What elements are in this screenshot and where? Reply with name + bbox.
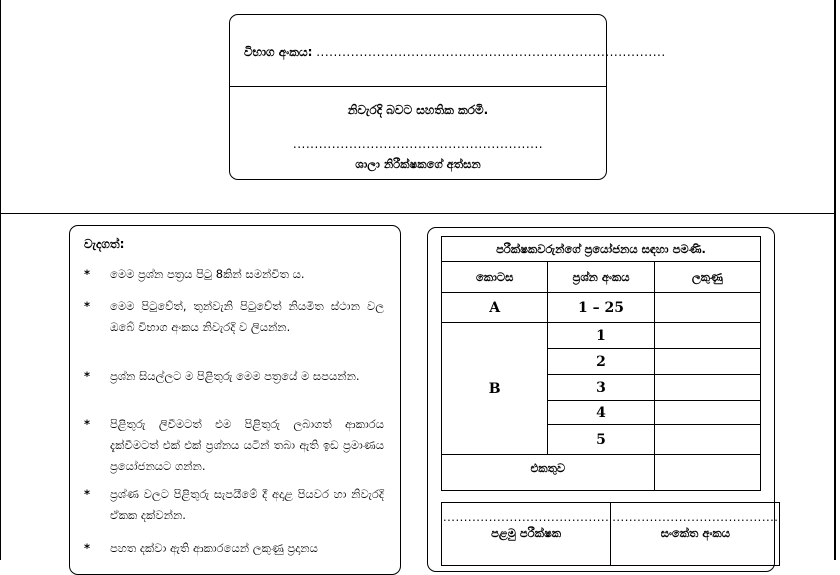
bullet-icon: * <box>84 299 91 313</box>
header-marks: ලකුණු <box>654 262 760 293</box>
bullet-icon: * <box>84 417 91 431</box>
instruction-text: පිළිතුරු ලිවීමටත් එම පිළිතුරු ලබාගත් ආකාරය දැක්වීමටත් එක් එක් ප්‍රශ්නය යටින් තබා ඇති ඉඩ ප්‍රමාණය ප්‍රයෝජනයට ගන්න. <box>110 417 384 473</box>
instruction-item <box>84 484 384 526</box>
instruction-text: මෙම ප්‍රශ්න පත්‍රය පිටු 8කින් සමන්විත ය. <box>110 267 305 281</box>
instruction-item <box>84 538 384 559</box>
instruction-item <box>84 296 384 338</box>
header-part: කොටස <box>442 262 548 293</box>
index-number-field[interactable]: ................................................................................. <box>316 45 666 59</box>
part-b-question: 2 <box>548 349 654 375</box>
bullet-icon: * <box>84 369 91 383</box>
signature-label: ශාලා නිරීක්ෂකගේ අත්සන <box>355 157 481 171</box>
part-b-marks-cell[interactable] <box>654 401 760 425</box>
part-b-marks-cell[interactable] <box>654 375 760 401</box>
index-number-box <box>229 14 666 180</box>
instruction-item <box>84 414 384 477</box>
bullet-icon: * <box>84 541 91 555</box>
instruction-item <box>84 264 384 285</box>
code-number-label: සංකේත අංකය <box>660 526 730 540</box>
marks-table <box>441 236 761 491</box>
instruction-item <box>84 366 384 387</box>
part-b-marks-cell[interactable] <box>654 425 760 455</box>
total-label: එකතුව <box>442 455 655 491</box>
examiner-box <box>427 227 779 572</box>
part-b-question: 3 <box>548 375 654 401</box>
signature-field[interactable]: .......................................................... <box>292 137 544 151</box>
part-b-marks-cell[interactable] <box>654 323 760 349</box>
part-b-label: B <box>442 323 548 455</box>
index-number-label: විභාග අංකය: <box>244 45 313 59</box>
total-marks-cell[interactable] <box>654 455 760 491</box>
part-a-marks-cell[interactable] <box>654 293 760 323</box>
first-examiner-cell <box>442 503 611 566</box>
instruction-text: ප්‍රශ්ණ වලට පිළිතුරු සැපයීමේ දී අදාළ පියවර හා නිවැරදි ඒකක දක්වන්න. <box>110 487 384 522</box>
code-number-field[interactable]: ........................................ <box>612 510 779 524</box>
certify-text: නිවැරදි බවට සහතික කරමි. <box>347 103 489 117</box>
bullet-icon: * <box>84 267 91 281</box>
part-b-question: 5 <box>548 425 654 455</box>
part-a-range: 1 – 25 <box>548 293 654 323</box>
code-number-cell <box>611 503 780 566</box>
instruction-text: මෙම පිටුවේත්, තුන්වැනි පිටුවේත් නියමිත ස්ථාන වල ඔබේ විභාග අංකය නිවැරදි ව ලියන්න. <box>110 299 384 334</box>
instruction-text: පහත දක්වා ඇති ආකාරයෙන් ලකුණු ප්‍රදානය <box>110 541 318 555</box>
part-b-marks-cell[interactable] <box>654 349 760 375</box>
instruction-text: ප්‍රශ්න සියල්ලට ම පිළිතුරු මෙම පත්‍රයේ ම සපයන්න. <box>110 369 360 383</box>
instructions-box <box>69 225 401 575</box>
box-divider <box>230 86 606 87</box>
part-b-question: 1 <box>548 323 654 349</box>
index-number-row <box>244 45 666 60</box>
examiner-signature-table <box>441 502 780 566</box>
bullet-icon: * <box>84 487 91 501</box>
first-examiner-label: පළමු පරීක්ෂක <box>491 526 562 540</box>
section-divider <box>0 213 836 214</box>
part-a-label: A <box>442 293 548 323</box>
first-examiner-field[interactable]: ........................................ <box>443 510 610 524</box>
examiner-title: පරීක්ෂකවරුන්ගේ ප්‍රයෝජනය සඳහා පමණි. <box>442 237 761 262</box>
header-question-number: ප්‍රශ්න අංකය <box>548 262 654 293</box>
part-b-question: 4 <box>548 401 654 425</box>
instructions-title: වැදගත්: <box>84 237 125 251</box>
